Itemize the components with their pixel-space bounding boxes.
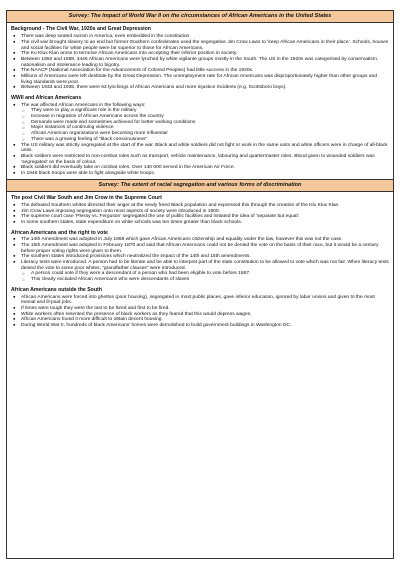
- survey-banner-1: Survey: The impact of World War II on the circumstances of African Americans in the United States: [7, 11, 393, 23]
- list-item: ● Literacy tests were introduced. A person had to be literate and be able to interpret part of the state constitution to be allowed to vote which was not fair. When literacy tests denied the vote to some poor whites, “grandfather clauses” were introduced.: [21, 260, 389, 271]
- list-item: ● The Ku Klux Klan arose to terrorise African Americans into accepting their inferior position in society.: [21, 51, 389, 57]
- sub-list-item: ○ Increase in migration of African Americans across the country: [31, 114, 389, 120]
- list-item: ● There was deep seated racism in America, even embedded in the constitution.: [21, 34, 389, 40]
- sub-list-item: ○ They were to play a significant role in the military: [31, 108, 389, 114]
- list-item: ● In some southern states, state expenditure on white schools was ten times greater than black schools.: [21, 220, 389, 226]
- sub-list-item: ○ African American organizations were becoming more influential: [31, 131, 389, 137]
- list-item: ● Jim Crow Laws imposing segregation onto most aspects of society were introduced in 1900.: [21, 209, 389, 215]
- vote-heading: African Americans and the right to vote: [11, 229, 108, 236]
- sub-list-item: ○ Major instances of continuing violence: [31, 125, 389, 131]
- post-civil-war-list: [11, 203, 389, 226]
- list-item: ● The southern states introduced provisions which neutralized the impact of the 14th and 15th amendments.: [21, 254, 389, 260]
- list-item: ● The 15th Amendment was adopted in February 1870 and said that African Americans could not be denied the vote on the basis of their race, but it would be a century before proper voting rights were given to them.: [21, 243, 389, 254]
- list-item: ● The war affected African Americans in the following ways:: [21, 103, 389, 109]
- list-item: ● The defeated Southern whites directed their anger at the newly freed Black population and expressed this through the creation of the Klu Klux Klan.: [21, 203, 389, 209]
- list-item: ● White workers often resented the presence of black workers as they feared that this would depress wages.: [21, 312, 389, 318]
- list-item: ● In 1948 black troops were able to fight alongside white troops.: [21, 171, 389, 177]
- sub-list-item: ○ There was a growing feeling of “black consciousness”: [31, 137, 389, 143]
- outside-south-heading: African Americans outside the South: [11, 286, 102, 293]
- list-item: ● If times were tough they were the last to be hired and first to be fired.: [21, 306, 389, 312]
- sub-list-item: ○ This clearly excluded African Americans who were descendants of slaves: [31, 277, 389, 283]
- sub-list-item: ○ A person could vote if they were a descendant of a person who had been eligible to vote before 1867.: [31, 271, 389, 277]
- background-list: [11, 34, 389, 91]
- list-item: ● The NAACP (National Association for the Advancement of Colored Peoples) had little success in the 1920s.: [21, 68, 389, 74]
- vote-sublist: [11, 271, 389, 282]
- list-item: ● African Americans were forced into ghettos (poor housing), segregated in most public places, gave inferior education, ignored by labor unions and given to the most menial and ill-paid jobs.: [21, 295, 389, 306]
- list-item: ● The civil war brought slavery to an end but former Southern confederates used the segregative Jim Crow Laws to ‘keep African Americans in their place’. Schools, houses and social facilities for white people were far superior to those for African Americans.: [21, 40, 389, 51]
- list-item: ● During World War II, hundreds of black Americans’ homes were demolished to build government buildings in Washington DC.: [21, 323, 389, 329]
- list-item: ● Millions of Americans were left destitute by the Great Depression. The unemployment rate for African Americans was disproportionately higher than other groups and living standards were poor.: [21, 74, 389, 85]
- list-item: ● Black soldiers did eventually take on combat roles. Over 140 000 served in the American Air Force.: [21, 165, 389, 171]
- survey-banner-2: Survey: The extent of racial segregation and various forms of discrimination: [7, 179, 393, 192]
- sub-list-item: ○ Demands were made and sometimes achieved for better working conditions: [31, 120, 389, 126]
- segregation-section: [7, 192, 393, 329]
- background-section: [7, 23, 393, 176]
- list-item: ● Black soldiers were restricted to non-combat roles such as transport, vehicle maintenance, labouring and quartermaster roles. Blood given to wounded soldiers was ‘segregated’ on the basis of colour.: [21, 154, 389, 165]
- list-item: ● The 14th Amendment was adopted in July 1868 which gave African Americans citizenship and equality under the law, however this was not the case.: [21, 237, 389, 243]
- list-item: ● Between 1882 and 1968, 3446 African Americans were lynched by white vigilante groups mostly in the South. The US in the 1920s was categorised by conservatism, nationalism and intolerance leading to bigotry.: [21, 57, 389, 68]
- list-item: ● African Americans found it more difficult to obtain decent housing: [21, 317, 389, 323]
- document-frame: [6, 10, 394, 559]
- list-item: ● Between 1933 and 1935, there were 63 lynchings of African Americans and more injustice incidents (e.g. Scottsboro boys).: [21, 85, 389, 91]
- wwii-list-continued: [11, 143, 389, 177]
- list-item: ● The US military was strictly segregated at the start of the war. Black and white soldiers did not fight or work in the same units and white officers were in charge of all-black units.: [21, 143, 389, 154]
- wwii-sublist: [11, 108, 389, 142]
- post-civil-war-heading: The post Civil War South and Jim Crow in the Supreme Court: [11, 195, 162, 202]
- background-heading: Background - The Civil War, 1920s and Great Depression: [11, 26, 151, 33]
- wwii-heading: WWII and African Americans: [11, 95, 82, 102]
- outside-south-list: [11, 295, 389, 329]
- list-item: ● The supreme court case ‘Plessy vs. Ferguson’ segregated the use of public facilities and initiated the idea of ‘separate but equal’.: [21, 214, 389, 220]
- vote-list: [11, 237, 389, 271]
